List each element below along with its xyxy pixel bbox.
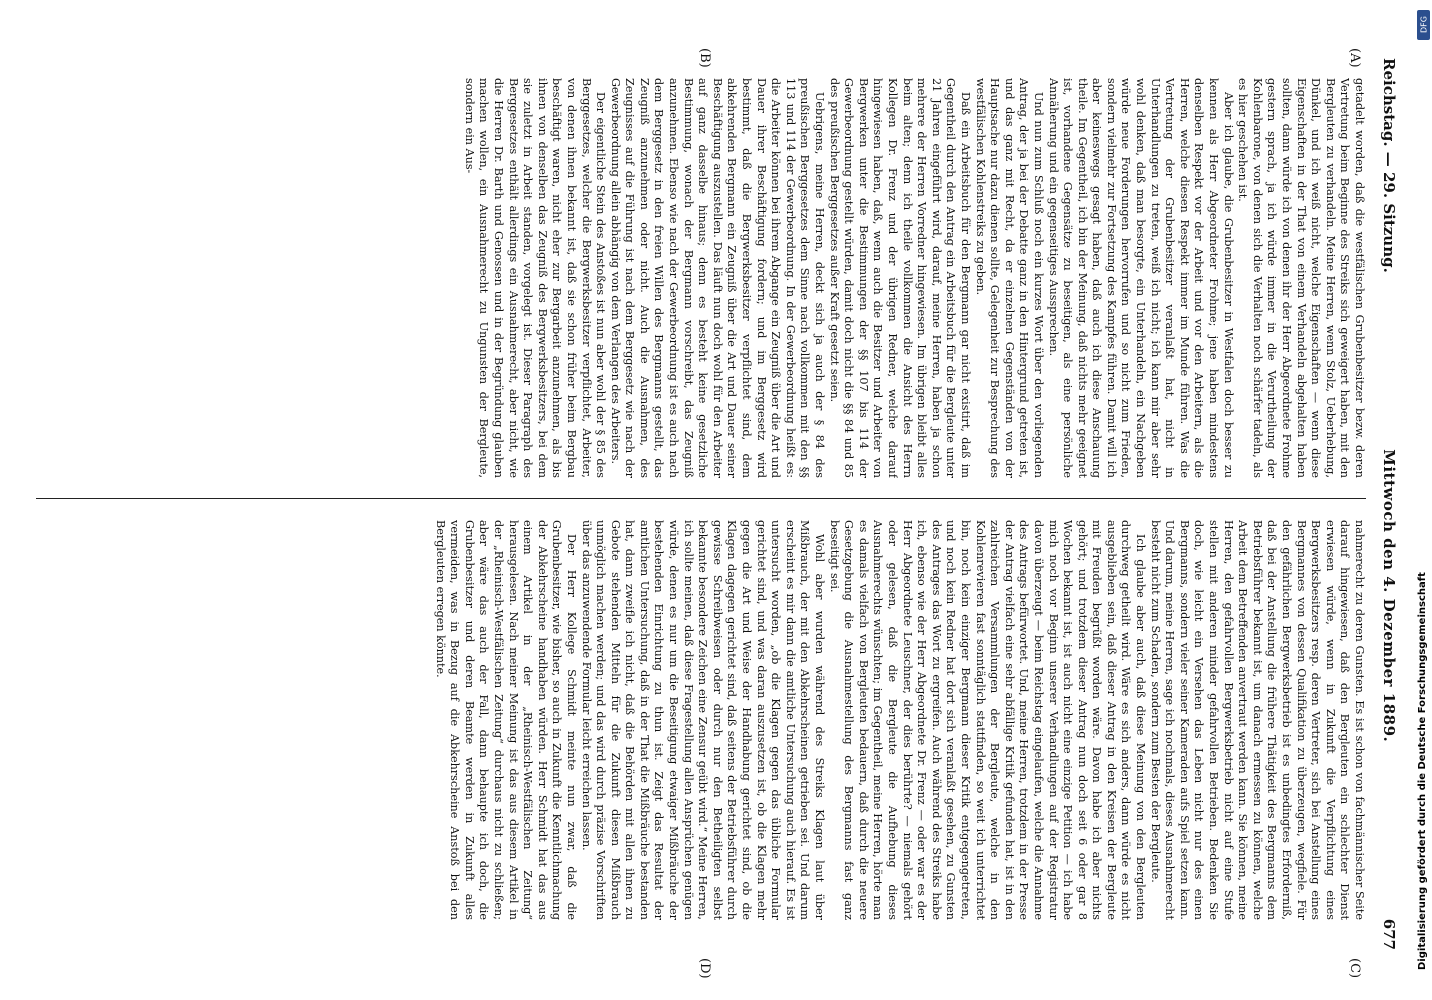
margin-marker-c: (C) [1347,958,1362,979]
paragraph: Ich glaube aber auch, daß diese Meinung von den Bergleuten durchweg getheilt wird. Wäre es sich anders, dann würde es nicht ausgeblieben sein, daß dieser Antrag in den Kreisen der Bergleute mit Freuden begrüßt worden wäre. Davon habe ich aber nichts gehört; und trotzdem dieser Antrag nun doch seit 6 oder gar 8 Wochen bekannt ist, ist auch nicht eine einzige Petition — ich habe mich noch vor Beginn unserer Verhandlungen auf der Registratur davon überzeugt — beim Reichstag eingelaufen, welche die Annahme des Antrags befürwortet. Und, meine Herren, trotzdem in der Presse der Antrag vielfach eine sehr abfällige Kritik gefunden hat, ist in den zahlreichen Versammlungen der Bergleute, welche in den Kohlenrevieren fast sonntäglich stattfinden, so weit ich unterrichtet bin, noch kein einziger Bergmann dieser Kritik entgegengetreten, und noch kein Redner hat dort sich veranlaßt gesehen, zu Gunsten des Antrages das Wort zu ergreifen. Auch während des Streiks habe ich, ebenso wie der Herr Abgeordnete Dr. Frenz — oder war es der Herr Abgeordnete Leuschner, der dies berührte? — niemals gehört oder gelesen, daß die Bergleute die Aufhebung dieses Ausnahmerechts wünschten; im Gegentheil, meine Herren, hörte man es damals vielfach von Bergleuten bedauern, daß durch die neuere Gesetzgebung die Ausnahmestellung des Bergmanns fast ganz beseitigt sei. [827,520,1148,920]
column-divider [36,498,1366,499]
margin-marker-a: (A) [1347,48,1362,68]
credit-text: Digitalisierung gefördert durch die Deutsche Forschungsgemeinschaft [1417,572,1428,970]
paragraph: nahmerecht zu deren Gunsten. Es ist schon von fachmännischer Seite darauf hingewiesen, daß den Bergleuten ein schlechter Dienst erwiesen würde, wenn in Zukunft die Verpflichtung eines Bergwerksbesitzers resp. deren Vertreter, sich bei Anstellung eines Bergmannes von dessen Qualifikation zu überzeugen, wegfiele. Für den gefährlichen Bergwerksbetrieb ist es unbedingtes Erforderniß, daß bei der Anstellung die frühere Thätigkeit des Bergmanns dem Betriebsführer bekannt ist, um danach ermessen zu können, welche Arbeit dem Betreffenden anvertraut werden kann. Sie können, meine Herren, den gefahrvollen Bergwerksbetrieb nicht auf eine Stufe stellen mit anderen minder gefahrvollen Betrieben. Bedenken Sie doch, wie leicht ein Versehen das Leben nicht nur des einen Bergmanns, sondern vieler seiner Kameraden aufs Spiel setzen kann. Und darum, meine Herren, sage ich nochmals, dieses Ausnahmerecht besteht nicht zum Schaden, sondern zum Besten der Bergleute. [1148,520,1366,920]
paragraph: Wohl aber wurden während des Streiks Klagen laut über Mißbrauch, der mit den Abkehrscheinen getrieben sei. Und darum erscheint es mir dann die amtliche Untersuchung auch hierauf. Es ist untersucht worden, „ob die Klagen gegen das übliche Formular gerichtet sind, und was daran auszusetzen ist, ob die Klagen mehr gegen die Art und Weise der Handhabung gerichtet sind, ob die Klagen dagegen gerichtet sind, daß seitens der Betriebsführer durch gewisse Schreibweisen oder durch nur den Betheiligten selbst bekannte besondere Zeichen eine Zensur geübt wird.“ Meine Herren, ich sollte meinen, daß diese Fragestellung allen Ansprüchen genügen würde, denen es nur um die Beseitigung etwaiger Mißbräuche der bestehenden Einrichtung zu thun ist. Zeigt das Resultat der amtlichen Untersuchung, daß in der That die Mißbräuche bestanden hat, dann zweifle ich nicht, daß die Behörden mit allen ihnen zu Gebote stehenden Mitteln für die Zukunft diesen Mißbrauch unmöglich machen werden; und das wird durch präzise Vorschriften über das anzuwendende Formular leicht erreichen lassen. [579,520,827,920]
right-column [36,520,1366,920]
paragraph: getadelt worden, daß die westfälischen Grubenbesitzer bezw. deren Vertretung beim Beginne des Streiks sich geweigert haben, mit den Bergleuten zu verhandeln. Meine Herren, wenn Stolz, Ueberhebung, Dünkel, und ich weiß nicht, welche Eigenschaften — wenn diese Eigenschaften in der That von einem Verhandeln abgehalten haben sollten, dann würde ich von denen ihr der Herr Abgeordnete Frohme gestern sprach, ja ich würde immer in die Verurtheilung der Kohlenbarone, von denen sich die Verhalten noch schärfer tadeln, als es hier geschehen ist. [1236,78,1366,478]
header-center: Mittwoch den 4. Dezember 1889. [1380,449,1398,743]
paragraph: Daß ein Arbeitsbuch für den Bergmann gar nicht existirt, daß im Gegentheil durch den Antrag ein Arbeitsbuch für die Bergleute unter 21 Jahren eingeführt wird, darauf, meine Herren, haben ja schon mehrere der Herren Vorredner hingewiesen. Im übrigen bleibt alles beim alten; denn ich theile vollkommen die Ansicht des Herrn Kollegen Dr. Frenz und der übrigen Redner, welche darauf hingewiesen haben, daß, wenn auch die Besitzer und Arbeiter von Bergwerken unter die Bestimmungen der §§ 107 bis 114 der Gewerbeordnung gestellt würden, damit doch nicht die §§ 84 und 85 des preußischen Berggesetzes außer Kraft gesetzt seien. [827,78,972,478]
margin-marker-d: (D) [697,958,712,979]
paragraph: Aber ich glaube, die Grubenbesitzer in Westfalen doch besser zu kennen als Herr Abgeordneter Frohme; jene haben mindestens denselben Respekt vor der Arbeit und vor den Arbeitern, als die Herren, welche diesen Respekt immer im Munde führen. Was die Vertretung der Grubenbesitzer veranlaßt hat, nicht in Unterhandlungen zu treten, weiß ich nicht; ich kann mir aber sehr wohl denken, daß man besorgte, ein Unterhandeln, ein Nachgeben würde neue Forderungen hervorrufen und so nicht zum Frieden, sondern vielmehr zur Fortsetzung des Kampfes führen. Damit will ich aber keineswegs gesagt haben, daß auch ich diese Anschauung theile. Im Gegentheil, ich bin der Meinung, daß nichts mehr geeignet ist, vorhandene Gegensätze zu beseitigen, als eine persönliche Annäherung und ein gegenseitiges Aussprechen. [1046,78,1235,478]
paragraph: Der Herr Kollege Schmidt meinte nun zwar, daß die Grubenbesitzer, wie bisher, so auch in Zukunft die Kenntlichmachung der Abkehrscheine handhaben würden. Herr Schmidt hat das aus einem Artikel in der „Rheinisch-Westfälischen Zeitung“ herausgelesen. Nach meiner Meinung ist das aus diesem Artikel in der „Rheinisch-Westfälischen Zeitung“ durchaus nicht zu schließen; aber wäre das auch der Fall, dann behaupte ich doch, die Grubenbesitzer und deren Beamte werden in Zukunft alles vermeiden, was in Bezug auf die Abkehrscheine Anstoß bei den Bergleuten erregen könnte. [433,520,578,920]
margin-marker-b: (B) [697,48,712,68]
page-number: 677 [1380,918,1398,950]
paragraph: Uebrigens, meine Herren, deckt sich ja auch der § 84 des preußischen Berggesetzes dem Sinne nach vollkommen mit den §§ 113 und 114 der Gewerbeordnung. In der Gewerbeordnung heißt es: die Arbeiter können bei ihrem Abgange ein Zeugniß über die Art und Dauer ihrer Beschäftigung fordern; und im Berggesetz wird bestimmt, daß die Bergwerksbesitzer verpflichtet sind, dem abkehrenden Bergmann ein Zeugniß über die Art und Dauer seiner Beschäftigung auszustellen. Das läuft nun doch wohl für den Arbeiter auf ganz dasselbe hinaus; denn es besteht keine gesetzliche Bestimmung, wonach der Bergmann vorschreibt, das Zeugniß anzunehmen. Ebenso wie nach der Gewerbeordnung ist es auch nach dem Berggesetz in den freien Willen des Bergmanns gestellt, das Zeugniß anzunehmen oder nicht. Auch die Ausnahmen, des Zeugnisses auf die Führung ist nach dem Berggesetz wie nach der Gewerbeordnung allein abhängig von dem Verlangen des Arbeiters. [608,78,827,478]
left-column [36,78,1366,478]
digitization-credit [1416,30,1430,970]
header-left: Reichstag. — 29. Sitzung. [1380,58,1398,273]
dfg-logo-label: DFG [1419,16,1429,33]
paragraph: Der eigentliche Stein des Anstoßes ist nun aber wohl der § 85 des Berggesetzes, welcher die Bergwerksbesitzer verpflichtet, Arbeiter, von denen ihnen bekannt ist, daß sie schon früher beim Bergbau beschäftigt waren, nicht eher zur Bergarbeit anzunehmen, als bis ihnen von denselben das Zeugniß des Bergwerksbesitzers, bei dem sie zuletzt in Arbeit standen, vorgelegt ist. Dieser Paragraph des Berggesetzes enthält allerdings ein Ausnahmerecht, aber nicht, wie die Herren Dr. Barth und Genossen und in der Begründung glauben machen wollen, ein Ausnahmerecht zu Ungunsten der Bergleute, sondern ein Aus- [462,78,608,478]
paragraph: Und nun zum Schluß noch ein kurzes Wort über den vorliegenden Antrag, der ja bei der Debatte ganz in den Hintergrund getreten ist, und das ganz mit Recht, da er einzelnen Gegenständen von der Hauptsache nur dazu dienen sollte, Gelegenheit zur Besprechung des westfälischen Kohlenstreiks zu geben. [973,78,1045,478]
running-header [1376,58,1402,950]
